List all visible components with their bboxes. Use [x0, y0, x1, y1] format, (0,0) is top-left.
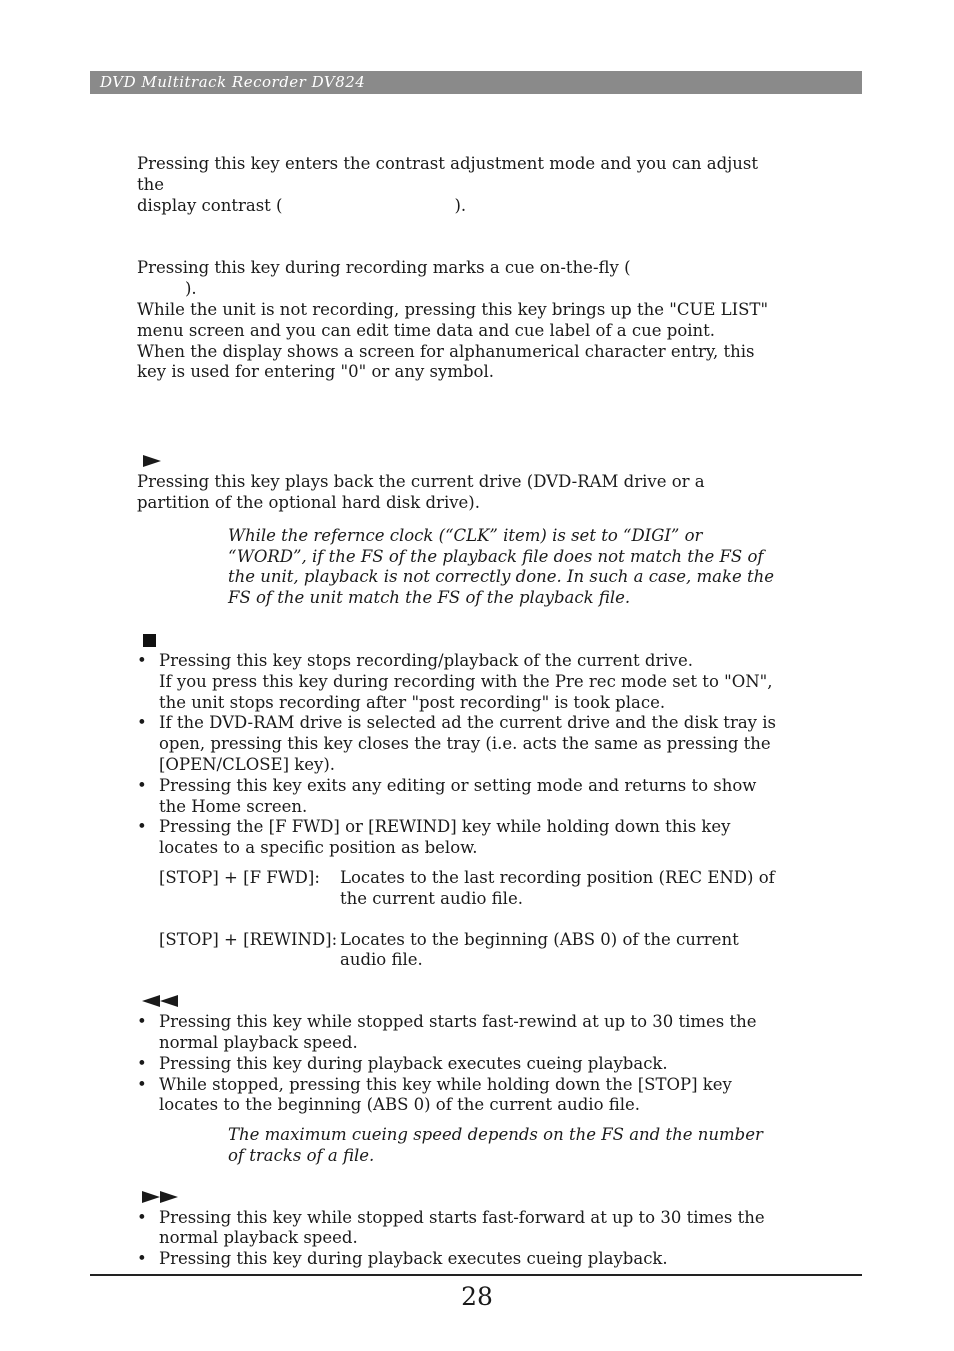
- play-icon: [137, 451, 777, 472]
- play-note: While the refernce clock (“CLK” item) is set to “DIGI” or “WORD”, if the FS of the playback file does not match the FS of the unit, playback is not correctly done. In such a case, make the FS of the unit match the FS of the playback file.: [228, 525, 775, 608]
- locate-desc: Locates to the last recording position (REC END) of the current audio file.: [340, 867, 775, 908]
- list-item: • Pressing this key while stopped starts fast-rewind at up to 30 times the normal playback speed.: [137, 1012, 777, 1054]
- locate-desc: Locates to the beginning (ABS 0) of the current audio file.: [340, 929, 739, 970]
- page-number: 28: [461, 1282, 493, 1311]
- ffwd-section: [137, 1187, 777, 1270]
- rewind-note: The maximum cueing speed depends on the FS and the number of tracks of a file.: [228, 1125, 763, 1165]
- contrast-text: Pressing this key enters the contrast adjustment mode and you can adjust the display contrast ( ).: [137, 154, 759, 215]
- list-item: • If the DVD-RAM drive is selected ad the current drive and the disk tray is open, pressing this key closes the tray (i.e. acts the same as pressing the [OPEN/CLOSE] key).: [137, 713, 777, 775]
- list-item: • Pressing this key stops recording/playback of the current drive. If you press this key during recording with the Pre rec mode set to "ON", the unit stops recording after "post recording" is took place.: [137, 651, 777, 713]
- cue-char-entry-text: When the display shows a screen for alphanumerical character entry, this key is used for entering "0" or any symbol.: [137, 341, 755, 382]
- list-item: • Pressing the [F FWD] or [REWIND] key while holding down this key locates to a specific position as below.: [137, 817, 777, 859]
- rewind-section: [137, 991, 777, 1167]
- list-item: • Pressing this key during playback executes cueing playback.: [137, 1249, 777, 1270]
- locate-row: [159, 930, 777, 972]
- locate-key: [STOP] + [REWIND]:: [159, 929, 338, 949]
- header-bar: [90, 71, 862, 94]
- contrast-section: [137, 154, 777, 216]
- cue-text: Pressing this key during recording marks a cue on-the-fly ( ).: [137, 258, 631, 299]
- stop-icon: [137, 630, 777, 651]
- list-item: • Pressing this key during playback executes cueing playback.: [137, 1054, 777, 1075]
- header-title: DVD Multitrack Recorder DV824: [100, 73, 366, 91]
- cue-section: [137, 258, 777, 383]
- locate-key: [STOP] + [F FWD]:: [159, 867, 320, 887]
- fast-forward-icon: [142, 1187, 777, 1208]
- play-section: [137, 451, 777, 609]
- list-item: • While stopped, pressing this key while holding down the [STOP] key locates to the beginning (ABS 0) of the current audio file.: [137, 1075, 777, 1117]
- page-content: [137, 154, 777, 1270]
- play-text: Pressing this key plays back the current drive (DVD-RAM drive or a partition of the optional hard disk drive).: [137, 472, 705, 512]
- locate-row: [159, 868, 777, 910]
- stop-section: [137, 630, 777, 971]
- list-item: • Pressing this key while stopped starts fast-forward at up to 30 times the normal playback speed.: [137, 1208, 777, 1250]
- cue-list-text: While the unit is not recording, pressing this key brings up the "CUE LIST" menu screen and you can edit time data and cue label of a cue point.: [137, 299, 769, 340]
- rewind-icon: [142, 991, 777, 1012]
- list-item: • Pressing this key exits any editing or setting mode and returns to show the Home screen.: [137, 776, 777, 818]
- footer-rule: [90, 1274, 862, 1276]
